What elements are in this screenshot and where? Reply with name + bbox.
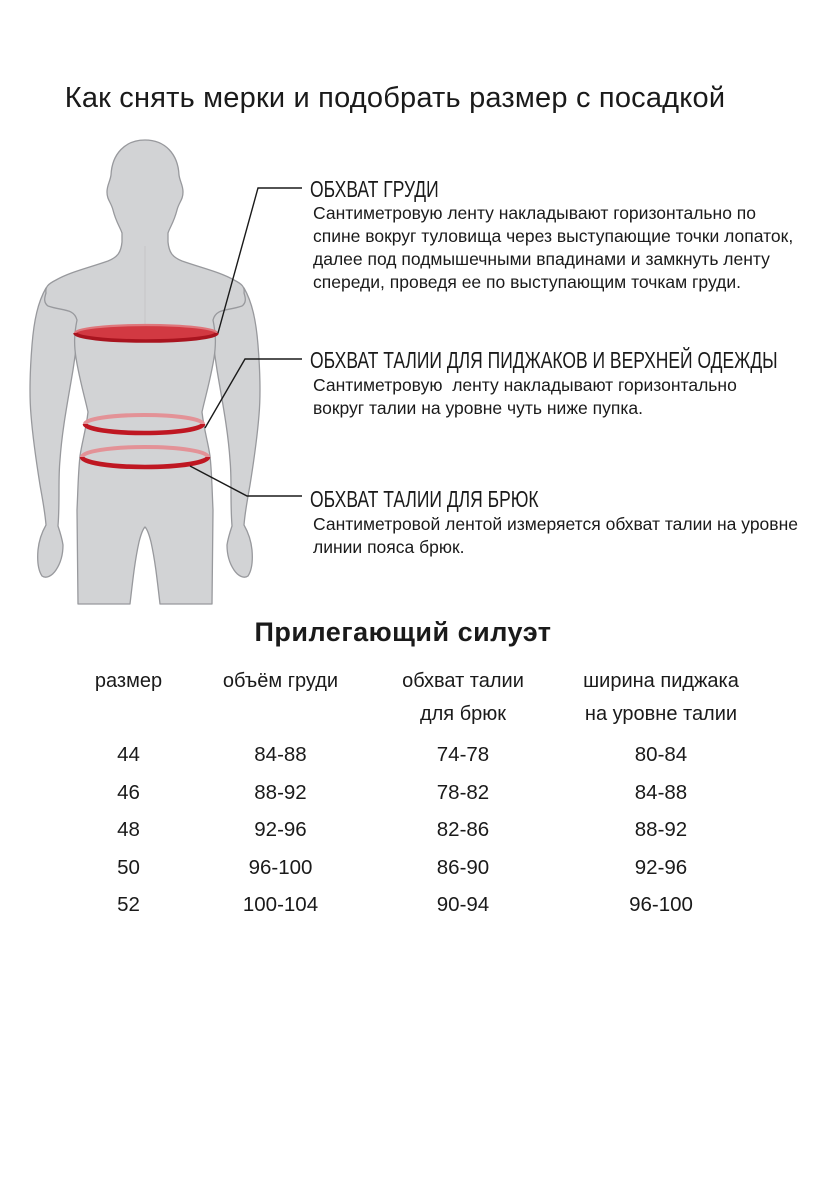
column-header-trouser-waist: обхват талии для брюк — [402, 670, 524, 725]
description-line: Сантиметровую ленту накладывают горизонтально — [313, 375, 737, 395]
fit-table-heading: Прилегающий силуэт — [254, 617, 552, 647]
table-cell: 92-96 — [254, 818, 307, 841]
column-header-jacket-width: ширина пиджака на уровне талии — [583, 670, 739, 725]
description-line: спине вокруг туловища через выступающие точки лопаток, — [313, 226, 794, 246]
table-cell: 84-88 — [634, 780, 688, 804]
column-header-size: размер — [94, 670, 163, 692]
measurement-figure — [0, 130, 310, 610]
chest-band — [75, 325, 217, 341]
table-cell: 86-90 — [436, 855, 490, 879]
description-line: Сантиметровой лентой измеряется обхват талии на уровне — [313, 514, 798, 534]
table-cell: 88-92 — [634, 818, 688, 841]
table-cell: 48 — [117, 818, 140, 841]
left-arm — [30, 288, 79, 577]
section-trouser-waist-description — [313, 513, 798, 559]
table-cell: 78-82 — [436, 780, 490, 804]
description-line: далее под подмышечными впадинами и замкнуть ленту — [313, 249, 770, 269]
table-cell: 100-104 — [242, 893, 319, 916]
column-header-chest: объём груди — [222, 670, 339, 692]
table-cell: 88-92 — [254, 780, 307, 804]
table-cell: 84-88 — [254, 743, 307, 766]
table-cell: 90-94 — [436, 893, 490, 916]
table-cell: 96-100 — [248, 855, 313, 879]
table-cell: 96-100 — [629, 893, 693, 916]
page-title: Как снять мерки и подобрать размер с посадкой — [64, 82, 726, 114]
description-line: спереди, проведя ее по выступающим точкам груди. — [313, 272, 741, 292]
table-cell: 46 — [117, 780, 140, 804]
description-line: линии пояса брюк. — [313, 537, 465, 557]
table-cell: 80-84 — [634, 743, 688, 766]
table-cell: 50 — [117, 855, 140, 879]
section-trouser-waist-title: ОБХВАТ ТАЛИИ ДЛЯ БРЮК — [310, 486, 539, 512]
section-jacket-waist-title: ОБХВАТ ТАЛИИ ДЛЯ ПИДЖАКОВ И ВЕРХНЕЙ ОДЕЖДЫ — [310, 347, 778, 373]
description-line: вокруг талии на уровне чуть ниже пупка. — [313, 398, 643, 418]
table-cell: 52 — [117, 893, 140, 916]
table-cell: 44 — [117, 743, 140, 766]
section-chest-description — [313, 202, 793, 294]
table-cell: 74-78 — [436, 743, 490, 766]
table-cell: 92-96 — [634, 855, 688, 879]
size-table — [60, 666, 760, 924]
male-silhouette-illustration — [0, 130, 310, 610]
description-line: Сантиметровую ленту накладывают горизонтально по — [313, 203, 757, 223]
table-cell: 82-86 — [436, 818, 490, 841]
section-chest-title: ОБХВАТ ГРУДИ — [310, 176, 439, 202]
section-jacket-waist-description — [313, 374, 737, 420]
body-silhouette — [45, 140, 246, 604]
